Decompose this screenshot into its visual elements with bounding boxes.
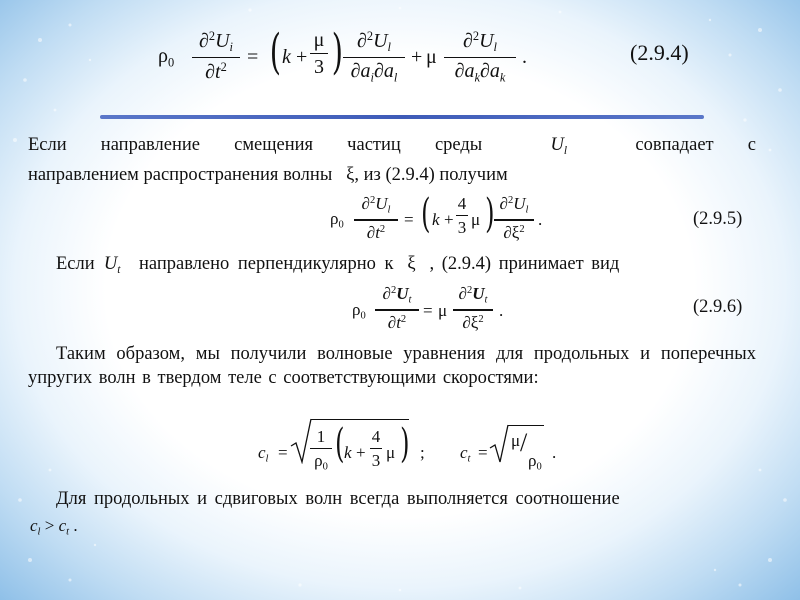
mu-symbol: μ xyxy=(471,210,481,229)
rho-symbol: $\rho_0$ xyxy=(158,45,175,70)
rhs-fraction: $\partial^2U_l$ $\partial\xi^2$ xyxy=(494,195,534,241)
equals-sign: = xyxy=(423,301,433,320)
mixed-derivative: $\partial^2U_l$ $\partial a_i\partial a_l$ xyxy=(343,30,405,84)
lhs-fraction: $\partial^2U_l$ $\partial t^2$ xyxy=(354,195,398,241)
left-paren: ( xyxy=(269,24,281,80)
mu-symbol: μ xyxy=(426,46,437,68)
rho-symbol-2: $\rho_0$ xyxy=(528,451,542,473)
lhs-fraction: $\partial^2U_t$ $\partial t^2$ xyxy=(375,285,419,331)
period: . xyxy=(499,301,504,320)
right-paren: ) xyxy=(331,24,343,80)
equation-number: (2.9.4) xyxy=(630,40,689,65)
paragraph-2: Если $U_t$ направлено перпендикулярно к ξ , (2.9.4) принимает вид xyxy=(56,254,620,276)
rho-symbol: $\rho_0$ xyxy=(352,300,366,322)
sqrt-overbar-2 xyxy=(508,425,544,426)
equals-sign: = xyxy=(404,210,414,229)
paragraph-4: Для продольных и сдвиговых волн всегда выполняется соотношение xyxy=(56,489,620,509)
laplacian-term: $\partial^2U_l$ $\partial a_k\partial a_k$ xyxy=(444,30,516,84)
plus-sign: + xyxy=(296,46,308,68)
equation-number: (2.9.5) xyxy=(693,209,743,229)
equals-sign: = xyxy=(278,443,288,462)
plus-sign-2: + xyxy=(411,46,423,68)
period: . xyxy=(552,443,557,462)
mu-symbol: μ xyxy=(438,301,448,320)
four-thirds: 4 3 xyxy=(457,194,467,238)
left-paren: ( xyxy=(335,421,345,467)
paragraph-1: Если направление смещения частиц среды $U_l$ совпадает с направлением распространения волны ξ, из (2.9.4) получим xyxy=(28,135,756,185)
lhs-fraction: $\partial^2U_i$ $\partial t^2$ xyxy=(192,30,240,82)
equals-sign: = xyxy=(247,46,259,68)
sqrt-overbar xyxy=(311,419,409,420)
mu-symbol-2: μ xyxy=(511,431,521,450)
k-symbol: k xyxy=(282,46,291,68)
sqrt-sign-2 xyxy=(489,424,509,464)
semicolon: ; xyxy=(420,443,425,462)
paragraph-3: Таким образом, мы получили волновые уравнения для продольных и поперечных упругих волн в твердом теле с соответствующими скоростями: xyxy=(28,344,756,388)
relation-cl-gt-ct: $c_l > c_t$ . xyxy=(30,516,78,538)
equation-number: (2.9.6) xyxy=(693,297,743,317)
k-symbol: k xyxy=(432,210,440,229)
plus-sign: + xyxy=(356,443,366,462)
slash: / xyxy=(520,428,528,457)
mu-symbol: μ xyxy=(386,443,396,462)
sqrt-sign xyxy=(290,418,312,464)
rhs-fraction: $\partial^2U_t$ $\partial\xi^2$ xyxy=(453,285,493,331)
k-symbol: k xyxy=(344,443,352,462)
right-paren: ) xyxy=(485,191,495,237)
equals-sign-2: = xyxy=(478,443,488,462)
period: . xyxy=(522,46,527,68)
rho-symbol: $\rho_0$ xyxy=(330,209,344,231)
right-paren: ) xyxy=(400,421,410,467)
four-thirds: 4 3 xyxy=(371,427,381,471)
mu-over-three: μ 3 xyxy=(310,30,328,77)
plus-sign: + xyxy=(444,210,454,229)
ct-symbol: $c_t$ xyxy=(460,443,471,465)
one-over-rho: 1 $\rho_0$ xyxy=(310,428,332,474)
cl-symbol: $c_l$ xyxy=(258,443,269,465)
period: . xyxy=(538,210,543,229)
divider-line xyxy=(100,115,704,119)
left-paren: ( xyxy=(421,191,431,237)
